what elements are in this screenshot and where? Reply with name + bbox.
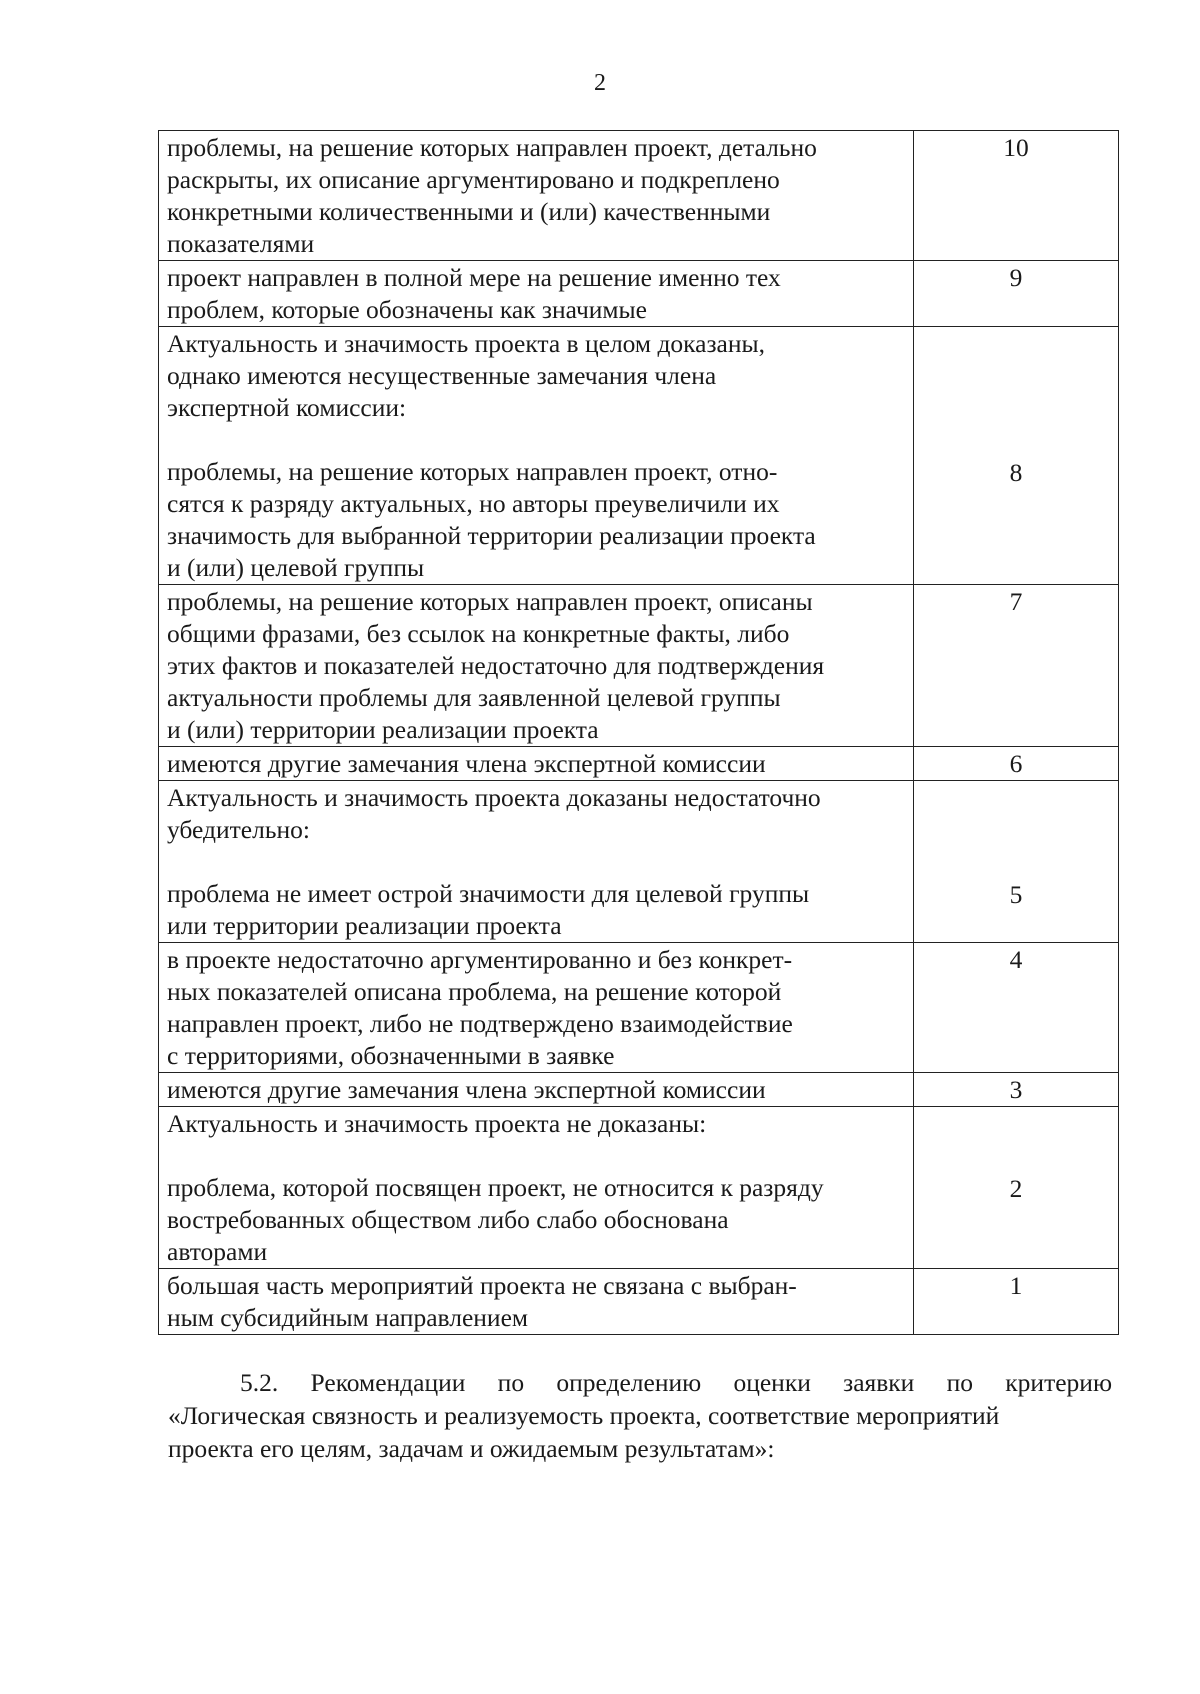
criterion-line: с территориями, обозначенными в заявке xyxy=(167,1041,615,1070)
criterion-score: 9 xyxy=(914,261,1119,327)
section-heading-line: Актуальность и значимость проекта не доказаны: xyxy=(167,1109,707,1138)
criterion-score: 2 xyxy=(914,1107,1119,1269)
criterion-line: проблемы, на решение которых направлен проект, описаны xyxy=(167,587,813,616)
criterion-description xyxy=(159,781,914,943)
criterion-score: 8 xyxy=(914,327,1119,585)
criterion-line: ных показателей описана проблема, на решение которой xyxy=(167,977,782,1006)
criterion-description xyxy=(159,131,914,261)
criterion-line: проблем, которые обозначены как значимые xyxy=(167,295,648,324)
criterion-line: общими фразами, без ссылок на конкретные факты, либо xyxy=(167,619,790,648)
criterion-line: имеются другие замечания члена экспертной комиссии xyxy=(167,749,766,778)
criterion-description xyxy=(159,747,914,781)
paragraph-first-line: 5.2. Рекомендации по определению оценки заявки по критерию xyxy=(240,1368,1112,1397)
section-heading-line: убедительно: xyxy=(167,815,310,844)
criterion-line: конкретными количественными и (или) качественными xyxy=(167,197,771,226)
criterion-line: проблема, которой посвящен проект, не относится к разряду xyxy=(167,1173,824,1202)
criterion-line: раскрыты, их описание аргументировано и подкреплено xyxy=(167,165,780,194)
criterion-score: 7 xyxy=(914,585,1119,747)
criterion-line: и (или) территории реализации проекта xyxy=(167,715,599,744)
criterion-line: проект направлен в полной мере на решение именно тех xyxy=(167,263,781,292)
criterion-description xyxy=(159,585,914,747)
table-row xyxy=(159,943,1119,1073)
spacer xyxy=(167,424,905,456)
section-heading-line: Актуальность и значимость проекта доказаны недостаточно xyxy=(167,783,821,812)
criterion-score: 6 xyxy=(914,747,1119,781)
criterion-score: 1 xyxy=(914,1269,1119,1335)
criterion-line: имеются другие замечания члена экспертной комиссии xyxy=(167,1075,766,1104)
criterion-score: 3 xyxy=(914,1073,1119,1107)
paragraph-line: проекта его целям, задачам и ожидаемым результатам»: xyxy=(168,1434,775,1463)
criterion-line: востребованных обществом либо слабо обоснована xyxy=(167,1205,729,1234)
table-row xyxy=(159,781,1119,943)
criterion-line: авторами xyxy=(167,1237,268,1266)
table-row xyxy=(159,585,1119,747)
criterion-line: этих фактов и показателей недостаточно для подтверждения xyxy=(167,651,825,680)
table-row xyxy=(159,261,1119,327)
section-heading-line: Актуальность и значимость проекта в целом доказаны, xyxy=(167,329,766,358)
criterion-line: актуальности проблемы для заявленной целевой группы xyxy=(167,683,781,712)
criterion-line: проблемы, на решение которых направлен проект, детально xyxy=(167,133,817,162)
criterion-description xyxy=(159,1107,914,1269)
table-row xyxy=(159,1269,1119,1335)
criterion-line: в проекте недостаточно аргументированно и без конкрет- xyxy=(167,945,793,974)
criterion-line: направлен проект, либо не подтверждено взаимодействие xyxy=(167,1009,793,1038)
table-row xyxy=(159,327,1119,585)
criterion-line: значимость для выбранной территории реализации проекта xyxy=(167,521,816,550)
section-heading-line: экспертной комиссии: xyxy=(167,393,407,422)
page-number: 2 xyxy=(594,70,606,96)
criterion-description xyxy=(159,943,914,1073)
criterion-line: сятся к разряду актуальных, но авторы преувеличили их xyxy=(167,489,780,518)
criterion-description xyxy=(159,1269,914,1335)
criterion-line: или территории реализации проекта xyxy=(167,911,562,940)
table-row xyxy=(159,747,1119,781)
criterion-score: 10 xyxy=(914,131,1119,261)
spacer xyxy=(167,1140,905,1172)
section-heading-line: однако имеются несущественные замечания члена xyxy=(167,361,717,390)
criterion-line: показателями xyxy=(167,229,315,258)
criterion-description xyxy=(159,261,914,327)
table-row xyxy=(159,1073,1119,1107)
criterion-score: 5 xyxy=(914,781,1119,943)
paragraph-line: «Логическая связность и реализуемость проекта, соответствие мероприятий xyxy=(168,1401,1000,1430)
spacer xyxy=(167,846,905,878)
criterion-line: и (или) целевой группы xyxy=(167,553,425,582)
criteria-table xyxy=(158,130,1119,1335)
section-paragraph xyxy=(168,1366,1112,1465)
criterion-line: большая часть мероприятий проекта не связана с выбран- xyxy=(167,1271,797,1300)
criterion-score: 4 xyxy=(914,943,1119,1073)
criterion-line: ным субсидийным направлением xyxy=(167,1303,529,1332)
criterion-description xyxy=(159,1073,914,1107)
criterion-line: проблемы, на решение которых направлен проект, отно- xyxy=(167,457,778,486)
table-row xyxy=(159,131,1119,261)
criterion-description xyxy=(159,327,914,585)
table-row xyxy=(159,1107,1119,1269)
criterion-line: проблема не имеет острой значимости для целевой группы xyxy=(167,879,810,908)
